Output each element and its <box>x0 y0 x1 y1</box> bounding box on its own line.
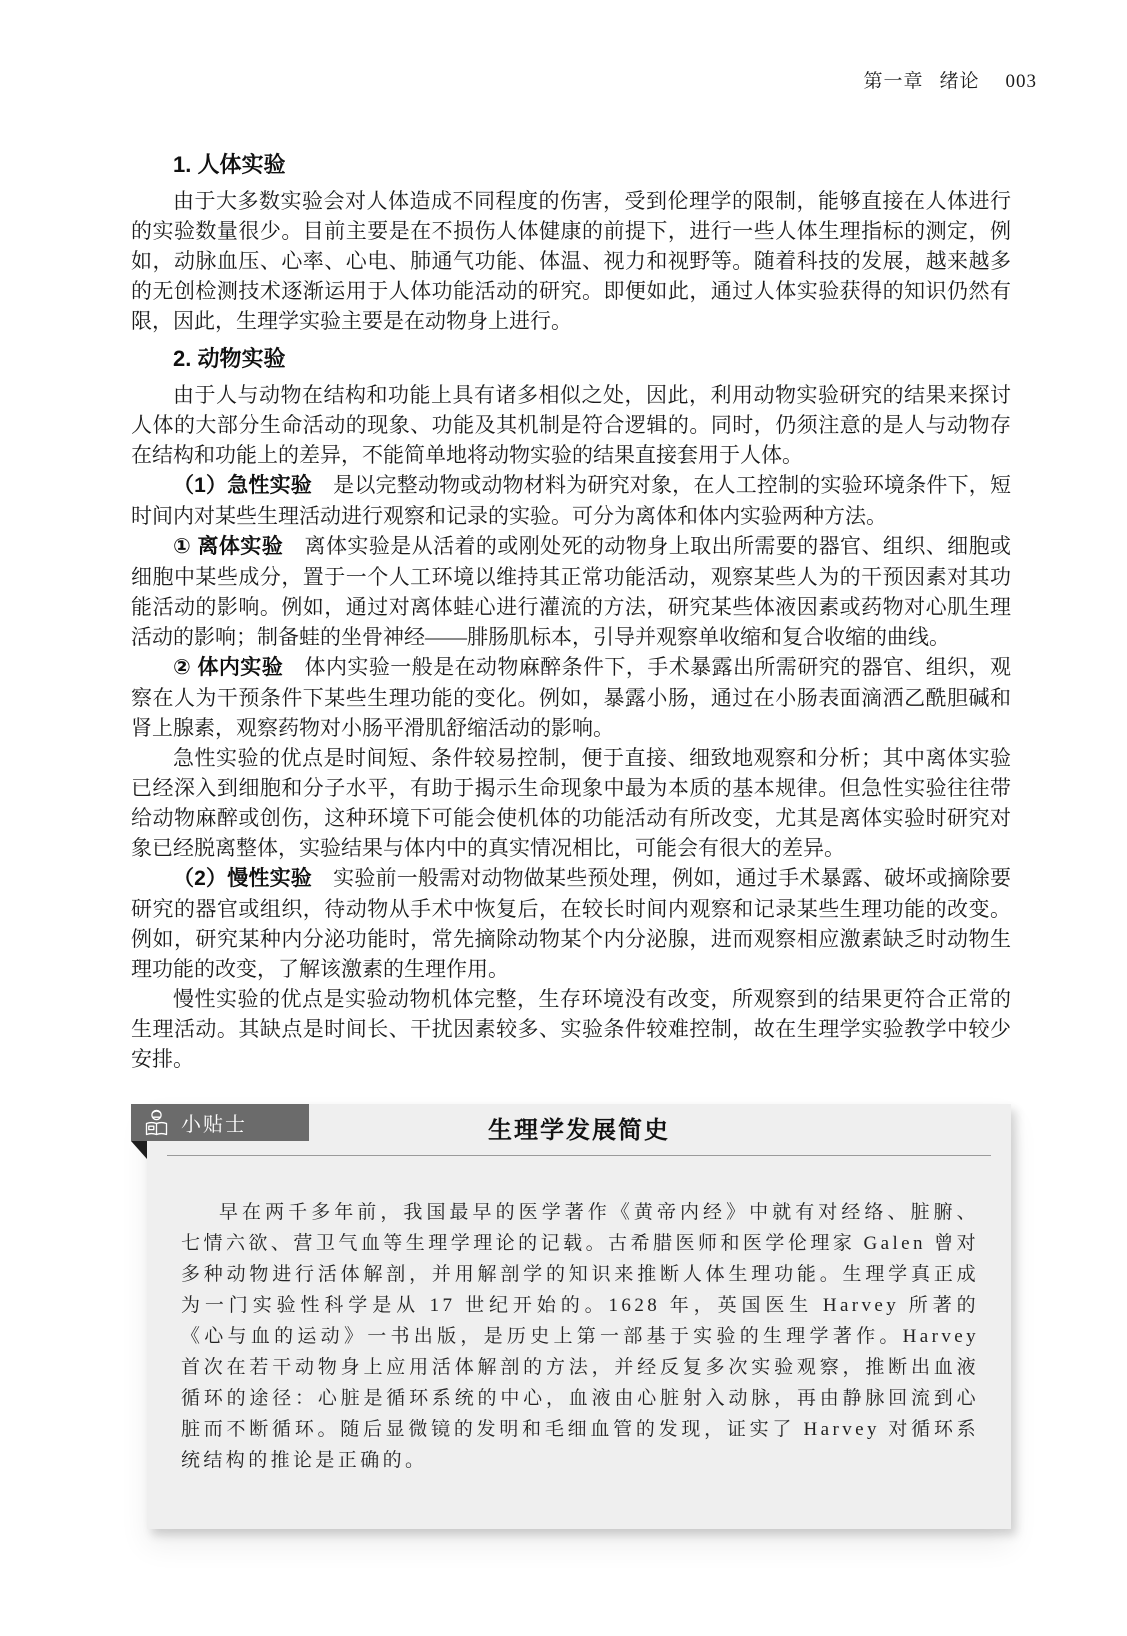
paragraph: （2）慢性实验 实验前一般需对动物做某些预处理，例如，通过手术暴露、破坏或摘除要研究的器官或组织，待动物从手术中恢复后，在较长时间内观察和记录某些生理功能的改变。例如，研究某种内分泌功能时，常先摘除动物某个内分泌腺，进而观察相应激素缺乏时动物生理功能的改变，了解该激素的生理作用。 <box>131 866 1011 981</box>
tip-tag-label: 小贴士 <box>181 1114 247 1136</box>
paragraph-lead: ② 体内实验 <box>173 656 284 679</box>
running-head-section: 绪论 <box>939 71 980 92</box>
tip-box-panel <box>147 1104 1011 1529</box>
paragraph-lead: ① 离体实验 <box>173 535 284 558</box>
paragraph: 慢性实验的优点是实验动物机体完整，生存环境没有改变，所观察到的结果更符合正常的生理活动。其缺点是时间长、干扰因素较多、实验条件较难控制，故在生理学实验教学中较少安排。 <box>131 987 1011 1071</box>
paragraph-lead: （1）急性实验 <box>173 474 312 497</box>
tip-title-divider <box>167 1155 991 1156</box>
paragraph: 由于大多数实验会对人体造成不同程度的伤害，受到伦理学的限制，能够直接在人体进行的实验数量很少。目前主要是在不损伤人体健康的前提下，进行一些人体生理指标的测定，例如，动脉血压、心率、心电、肺通气功能、体温、视力和视野等。随着科技的发展，越来越多的无创检测技术逐渐运用于人体功能活动的研究。即便如此，通过人体实验获得的知识仍然有限，因此，生理学实验主要是在动物身上进行。 <box>131 189 1011 333</box>
paragraph: （1）急性实验 是以完整动物或动物材料为研究对象，在人工控制的实验环境条件下，短时间内对某些生理活动进行观察和记录的实验。可分为离体和体内实验两种方法。 <box>131 473 1011 528</box>
tip-tag <box>131 1104 309 1141</box>
paragraph-lead: （2）慢性实验 <box>173 867 312 890</box>
paragraph: 由于人与动物在结构和功能上具有诸多相似之处，因此，利用动物实验研究的结果来探讨人体的大部分生命活动的现象、功能及其机制是符合逻辑的。同时，仍须注意的是人与动物存在结构和功能上的差异，不能简单地将动物实验的结果直接套用于人体。 <box>131 383 1011 467</box>
paragraph: ② 体内实验 体内实验一般是在动物麻醉条件下，手术暴露出所需研究的器官、组织，观察在人为干预条件下某些生理功能的变化。例如，暴露小肠，通过在小肠表面滴洒乙酰胆碱和肾上腺素，观察药物对小肠平滑肌舒缩活动的影响。 <box>131 655 1011 740</box>
body-sections <box>131 151 1011 1074</box>
section-heading: 2. 动物实验 <box>173 346 286 371</box>
book-page <box>0 66 1127 1636</box>
tip-box-title: 生理学发展简史 <box>488 1118 670 1144</box>
paragraph: 急性实验的优点是时间短、条件较易控制，便于直接、细致地观察和分析；其中离体实验已经深入到细胞和分子水平，有助于揭示生命现象中最为本质的基本规律。但急性实验往往带给动物麻醉或创伤，这种环境下可能会使机体的功能活动有所改变，尤其是离体实验时研究对象已经脱离整体，实验结果与体内中的真实情况相比，可能会有很大的差异。 <box>131 746 1011 860</box>
tip-box-body: 早在两千多年前，我国最早的医学著作《黄帝内经》中就有对经络、脏腑、七情六欲、营卫气血等生理学理论的记载。古希腊医师和医学伦理家 Galen 曾对多种动物进行活体解剖，并用解剖学的知识来推断人体生理功能。生理学真正成为一门实验性科学是从 17 世纪开始的。1628 年，英国医生 Harvey 所著的《心与血的运动》一书出版，是历史上第一部基于实验的生理学著作。Harvey 首次在若干动物身上应用活体解剖的方法，并经反复多次实验观察，推断出血液循环的途径：心脏是循环系统的中心，血液由心脏射入动脉，再由静脉回流到心脏而不断循环。随后显微镜的发明和毛细血管的发现，证实了 Harvey 对循环系统结构的推论是正确的。 <box>181 1202 979 1471</box>
running-head <box>131 66 1037 93</box>
running-head-chapter: 第一章 <box>863 71 924 92</box>
section-heading: 1. 人体实验 <box>173 152 286 177</box>
tip-tag-fold <box>131 1141 147 1159</box>
paragraph: ① 离体实验 离体实验是从活着的或刚处死的动物身上取出所需要的器官、组织、细胞或细胞中某些成分，置于一个人工环境以维持其正常功能活动，观察某些人为的干预因素对其功能活动的影响。例如，通过对离体蛙心进行灌流的方法，研究某些体液因素或药物对心肌生理活动的影响；制备蛙的坐骨神经——腓肠肌标本，引导并观察单收缩和复合收缩的曲线。 <box>131 534 1011 649</box>
reader-icon <box>143 1108 170 1138</box>
tip-box <box>147 1104 1011 1529</box>
running-head-page-number: 003 <box>1005 71 1037 92</box>
